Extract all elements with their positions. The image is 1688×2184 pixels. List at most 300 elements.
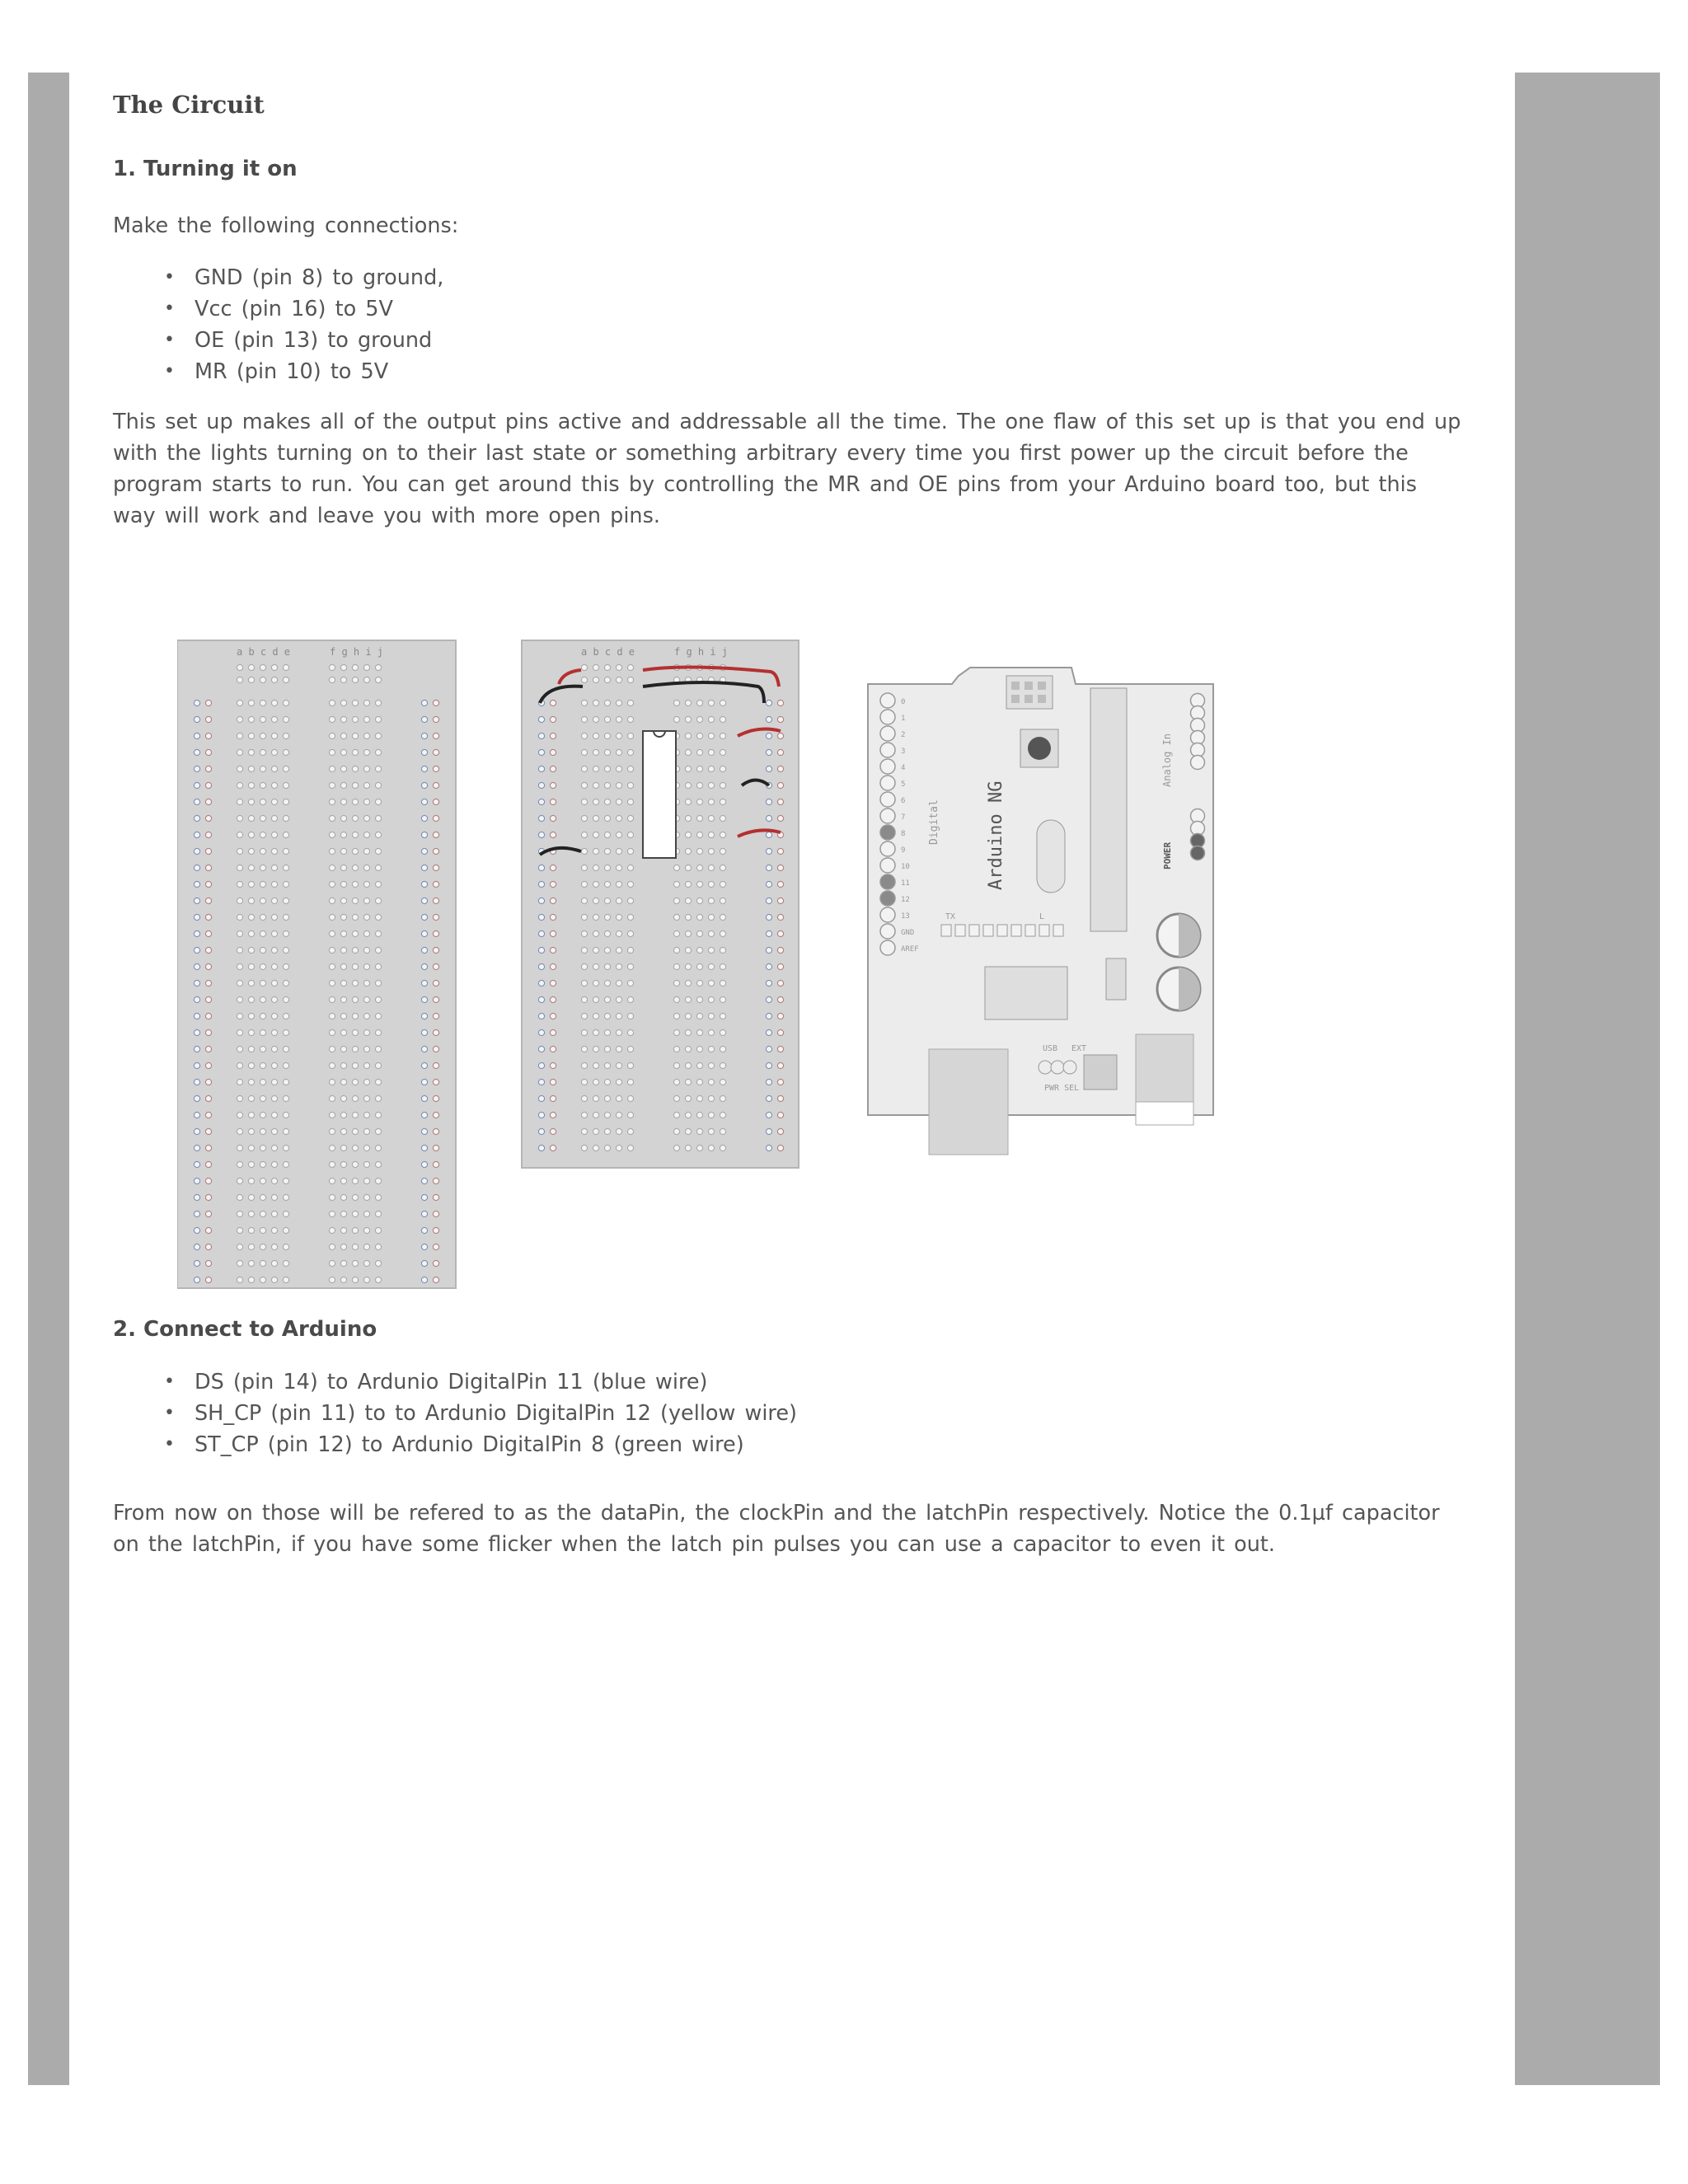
- breadboard-hole: [421, 1161, 427, 1167]
- breadboard-hole: [363, 677, 369, 682]
- breadboard-hole: [205, 700, 211, 705]
- breadboard-hole: [720, 930, 725, 936]
- breadboard-hole: [194, 947, 199, 953]
- breadboard-hole: [720, 733, 725, 738]
- breadboard-hole: [271, 1211, 277, 1216]
- breadboard-hole: [696, 1095, 702, 1101]
- breadboard-hole: [248, 1211, 254, 1216]
- breadboard-hole: [777, 963, 783, 969]
- breadboard-hole: [766, 1079, 771, 1085]
- breadboard-hole: [616, 1029, 621, 1035]
- breadboard-hole: [766, 749, 771, 755]
- smd-led: [997, 925, 1007, 936]
- breadboard-hole: [194, 815, 199, 821]
- breadboard-hole: [283, 1029, 288, 1035]
- breadboard-hole: [283, 677, 288, 682]
- breadboard-hole: [329, 930, 335, 936]
- breadboard-hole: [766, 815, 771, 821]
- circuit-diagram: [177, 639, 1224, 1290]
- breadboard-hole: [433, 1029, 438, 1035]
- breadboard-hole: [766, 733, 771, 738]
- digital-pin: [880, 841, 895, 856]
- fuse-component: [985, 967, 1067, 1019]
- breadboard-hole: [581, 766, 587, 771]
- breadboard-hole: [329, 766, 335, 771]
- breadboard-hole: [283, 848, 288, 854]
- breadboard-hole: [271, 963, 277, 969]
- breadboard-hole: [708, 733, 714, 738]
- breadboard-hole: [194, 1211, 199, 1216]
- breadboard-hole: [329, 1194, 335, 1200]
- breadboard-hole: [375, 733, 381, 738]
- breadboard-hole: [237, 749, 242, 755]
- icsp-pin: [1011, 695, 1020, 703]
- breadboard-hole: [329, 749, 335, 755]
- section1-list: [164, 262, 443, 387]
- breadboard-hole: [616, 1112, 621, 1118]
- breadboard-hole: [685, 1112, 691, 1118]
- breadboard-hole: [248, 963, 254, 969]
- breadboard-hole: [248, 1112, 254, 1118]
- breadboard-hole: [329, 815, 335, 821]
- breadboard-hole: [271, 1227, 277, 1233]
- digital-pin: [880, 693, 895, 708]
- breadboard-hole: [433, 898, 438, 903]
- breadboard-hole: [696, 930, 702, 936]
- breadboard-hole: [340, 1178, 346, 1183]
- breadboard-hole: [604, 914, 610, 920]
- breadboard-hole: [673, 980, 679, 986]
- breadboard-hole: [593, 1079, 598, 1085]
- breadboard-hole: [194, 1062, 199, 1068]
- breadboard-hole: [685, 700, 691, 705]
- breadboard-hole: [538, 980, 544, 986]
- breadboard-hole: [352, 1079, 358, 1085]
- breadboard-hole: [433, 700, 438, 705]
- breadboard-hole: [685, 832, 691, 837]
- breadboard-hole: [329, 677, 335, 682]
- breadboard-hole: [237, 815, 242, 821]
- breadboard-hole: [248, 881, 254, 887]
- breadboard-hole: [593, 766, 598, 771]
- breadboard-hole: [696, 963, 702, 969]
- breadboard-hole: [205, 1128, 211, 1134]
- breadboard-hole: [550, 1112, 556, 1118]
- breadboard-hole: [433, 980, 438, 986]
- breadboard-hole: [260, 1112, 265, 1118]
- breadboard-hole: [237, 1029, 242, 1035]
- breadboard-hole: [283, 914, 288, 920]
- breadboard-hole: [581, 914, 587, 920]
- breadboard-hole: [766, 1046, 771, 1052]
- breadboard-hole: [720, 1112, 725, 1118]
- breadboard-hole: [766, 963, 771, 969]
- breadboard-hole: [616, 996, 621, 1002]
- breadboard-hole: [421, 1194, 427, 1200]
- breadboard-hole: [352, 881, 358, 887]
- breadboard-hole: [329, 1095, 335, 1101]
- digital-pin: [880, 776, 895, 790]
- breadboard-hole: [248, 848, 254, 854]
- breadboard-hole: [352, 865, 358, 870]
- breadboard-hole: [375, 716, 381, 722]
- breadboard-hole: [205, 963, 211, 969]
- breadboard-hole: [363, 700, 369, 705]
- breadboard-hole: [260, 865, 265, 870]
- breadboard-hole: [248, 1079, 254, 1085]
- right-margin-bar: [1515, 73, 1660, 2085]
- breadboard-hole: [260, 1260, 265, 1266]
- breadboard-hole: [720, 716, 725, 722]
- breadboard-hole: [248, 1260, 254, 1266]
- breadboard-hole: [340, 799, 346, 804]
- breadboard-hole: [777, 914, 783, 920]
- breadboard-hole: [194, 733, 199, 738]
- breadboard-hole: [375, 832, 381, 837]
- breadboard-hole: [593, 996, 598, 1002]
- breadboard-hole: [205, 1013, 211, 1019]
- breadboard-hole: [205, 1079, 211, 1085]
- breadboard-hole: [237, 733, 242, 738]
- breadboard-hole: [363, 1079, 369, 1085]
- breadboard-hole: [205, 1194, 211, 1200]
- breadboard-hole: [538, 766, 544, 771]
- breadboard-hole: [720, 1145, 725, 1151]
- breadboard-hole: [271, 1178, 277, 1183]
- breadboard-hole: [205, 832, 211, 837]
- breadboard-hole: [375, 1145, 381, 1151]
- breadboard-hole: [627, 815, 633, 821]
- breadboard-hole: [271, 1260, 277, 1266]
- breadboard-hole: [550, 799, 556, 804]
- breadboard-hole: [237, 1194, 242, 1200]
- breadboard-hole: [766, 700, 771, 705]
- breadboard-hole: [433, 815, 438, 821]
- breadboard-hole: [581, 881, 587, 887]
- breadboard-hole: [604, 1145, 610, 1151]
- breadboard-hole: [627, 832, 633, 837]
- breadboard-hole: [271, 980, 277, 986]
- breadboard-hole: [248, 677, 254, 682]
- breadboard-hole: [363, 1029, 369, 1035]
- breadboard-hole: [627, 930, 633, 936]
- breadboard-hole: [616, 664, 621, 670]
- breadboard-hole: [205, 898, 211, 903]
- breadboard-hole: [604, 733, 610, 738]
- breadboard-hole: [604, 898, 610, 903]
- breadboard-hole: [237, 865, 242, 870]
- breadboard-hole: [260, 1062, 265, 1068]
- digital-pin-label: 5: [901, 780, 906, 789]
- breadboard-hole: [352, 1046, 358, 1052]
- breadboard-hole: [363, 1112, 369, 1118]
- breadboard-hole: [421, 1046, 427, 1052]
- breadboard-hole: [720, 815, 725, 821]
- digital-pin-label: 0: [901, 698, 906, 706]
- breadboard-hole: [352, 799, 358, 804]
- breadboard-hole: [329, 1178, 335, 1183]
- breadboard-hole: [248, 865, 254, 870]
- breadboard-hole: [433, 865, 438, 870]
- breadboard-hole: [433, 782, 438, 788]
- breadboard-hole: [340, 848, 346, 854]
- breadboard-hole: [593, 963, 598, 969]
- breadboard-hole: [627, 677, 633, 682]
- breadboard-hole: [260, 782, 265, 788]
- breadboard-hole: [685, 782, 691, 788]
- breadboard-hole: [194, 716, 199, 722]
- digital-label: Digital: [928, 799, 940, 845]
- breadboard-hole: [283, 963, 288, 969]
- breadboard-hole: [271, 947, 277, 953]
- breadboard-hole: [708, 947, 714, 953]
- breadboard-hole: [271, 1029, 277, 1035]
- breadboard-hole: [248, 799, 254, 804]
- tx-label: TX: [945, 912, 956, 921]
- breadboard-hole: [352, 947, 358, 953]
- breadboard-hole: [433, 1260, 438, 1266]
- breadboard-hole: [260, 1095, 265, 1101]
- breadboard-hole: [352, 1145, 358, 1151]
- breadboard-hole: [538, 799, 544, 804]
- breadboard-hole: [627, 996, 633, 1002]
- breadboard-hole: [581, 1079, 587, 1085]
- breadboard-hole: [616, 799, 621, 804]
- breadboard-hole: [421, 881, 427, 887]
- breadboard-hole: [708, 815, 714, 821]
- breadboard-hole: [363, 848, 369, 854]
- breadboard-hole: [581, 1062, 587, 1068]
- breadboard-hole: [433, 881, 438, 887]
- breadboard-hole: [685, 1062, 691, 1068]
- breadboard-hole: [604, 1046, 610, 1052]
- breadboard-hole: [194, 914, 199, 920]
- breadboard-column-labels-right: f g h i j: [330, 646, 384, 658]
- breadboard-hole: [205, 1112, 211, 1118]
- breadboard-hole: [283, 1244, 288, 1249]
- breadboard-hole: [433, 749, 438, 755]
- breadboard-hole: [421, 1095, 427, 1101]
- breadboard-hole: [329, 1260, 335, 1266]
- smd-led: [1011, 925, 1021, 936]
- breadboard-hole: [696, 914, 702, 920]
- digital-pin: [880, 940, 895, 955]
- breadboard-hole: [205, 1145, 211, 1151]
- breadboard-hole: [271, 799, 277, 804]
- breadboard-hole: [604, 980, 610, 986]
- breadboard-hole: [352, 1112, 358, 1118]
- breadboard-hole: [616, 832, 621, 837]
- breadboard-hole: [283, 1013, 288, 1019]
- breadboard-hole: [329, 1145, 335, 1151]
- breadboard-hole: [237, 1046, 242, 1052]
- breadboard-hole: [685, 799, 691, 804]
- section2-list: [164, 1366, 797, 1460]
- icsp-pin: [1038, 682, 1046, 690]
- breadboard-hole: [581, 1046, 587, 1052]
- breadboard-hole: [673, 1128, 679, 1134]
- power-select-pin: [1051, 1061, 1064, 1074]
- breadboard-hole: [685, 898, 691, 903]
- smd-led: [941, 925, 951, 936]
- breadboard-hole: [696, 782, 702, 788]
- breadboard-hole: [375, 1046, 381, 1052]
- breadboard-hole: [329, 1227, 335, 1233]
- breadboard-hole: [616, 677, 621, 682]
- breadboard-hole: [708, 914, 714, 920]
- breadboard-hole: [616, 1079, 621, 1085]
- breadboard-hole: [433, 1112, 438, 1118]
- breadboard-hole: [421, 1013, 427, 1019]
- breadboard-hole: [248, 1029, 254, 1035]
- breadboard-hole: [538, 996, 544, 1002]
- l-label: L: [1039, 912, 1045, 921]
- breadboard-hole: [766, 947, 771, 953]
- breadboard-hole: [604, 1029, 610, 1035]
- breadboard-hole: [363, 782, 369, 788]
- breadboard-hole: [205, 782, 211, 788]
- list-item: • Vcc (pin 16) to 5V: [164, 293, 443, 325]
- breadboard-hole: [616, 700, 621, 705]
- breadboard-hole: [593, 799, 598, 804]
- breadboard-hole: [271, 832, 277, 837]
- breadboard-hole: [777, 947, 783, 953]
- breadboard-hole: [685, 815, 691, 821]
- breadboard-hole: [260, 832, 265, 837]
- breadboard-hole: [329, 733, 335, 738]
- breadboard-hole: [283, 1194, 288, 1200]
- breadboard-hole: [593, 1062, 598, 1068]
- breadboard-hole: [283, 1260, 288, 1266]
- breadboard-hole: [673, 930, 679, 936]
- smd-led: [969, 925, 979, 936]
- breadboard-hole: [329, 1128, 335, 1134]
- breadboard-hole: [260, 1046, 265, 1052]
- breadboard-hole: [708, 766, 714, 771]
- breadboard-hole: [696, 799, 702, 804]
- breadboard-hole: [766, 1112, 771, 1118]
- breadboard-hole: [248, 815, 254, 821]
- breadboard-hole: [777, 1062, 783, 1068]
- breadboard-hole: [421, 980, 427, 986]
- ext-label: EXT: [1071, 1044, 1087, 1053]
- breadboard-hole: [329, 996, 335, 1002]
- breadboard-hole: [685, 1079, 691, 1085]
- breadboard-hole: [363, 898, 369, 903]
- breadboard-hole: [708, 1128, 714, 1134]
- page-title: The Circuit: [113, 91, 265, 119]
- breadboard-hole: [673, 1046, 679, 1052]
- breadboard-hole: [708, 848, 714, 854]
- breadboard-hole: [375, 996, 381, 1002]
- breadboard-hole: [433, 1079, 438, 1085]
- breadboard-hole: [593, 1095, 598, 1101]
- breadboard-hole: [421, 1178, 427, 1183]
- breadboard-hole: [433, 766, 438, 771]
- breadboard-hole: [766, 914, 771, 920]
- digital-pin: [880, 759, 895, 774]
- breadboard-hole: [194, 700, 199, 705]
- voltage-regulator: [1106, 958, 1126, 1000]
- breadboard-hole: [685, 1145, 691, 1151]
- breadboard-hole: [766, 930, 771, 936]
- breadboard-hole: [260, 1161, 265, 1167]
- breadboard-hole: [248, 664, 254, 670]
- digital-pin-label: AREF: [901, 945, 919, 954]
- breadboard-column-labels-left: a b c d e: [581, 646, 635, 658]
- breadboard-hole: [237, 898, 242, 903]
- breadboard-hole: [538, 1145, 544, 1151]
- breadboard-hole: [205, 947, 211, 953]
- breadboard-hole: [363, 1095, 369, 1101]
- breadboard-hole: [375, 700, 381, 705]
- breadboard-hole: [340, 1211, 346, 1216]
- breadboard-hole: [237, 1211, 242, 1216]
- breadboard-hole: [271, 733, 277, 738]
- breadboard-hole: [283, 1161, 288, 1167]
- breadboard-hole: [708, 898, 714, 903]
- breadboard-hole: [696, 996, 702, 1002]
- digital-pin: [880, 792, 895, 807]
- breadboard-hole: [271, 930, 277, 936]
- breadboard-hole: [260, 733, 265, 738]
- breadboard-hole: [777, 1079, 783, 1085]
- breadboard-hole: [627, 1095, 633, 1101]
- breadboard-hole: [205, 733, 211, 738]
- breadboard-hole: [538, 1112, 544, 1118]
- breadboard-hole: [433, 832, 438, 837]
- breadboard-hole: [627, 700, 633, 705]
- breadboard-hole: [248, 980, 254, 986]
- breadboard-hole: [550, 1095, 556, 1101]
- breadboard-hole: [260, 677, 265, 682]
- power-select-pin: [1063, 1061, 1076, 1074]
- breadboard-hole: [205, 1062, 211, 1068]
- digital-pin-label: 13: [901, 912, 910, 921]
- breadboard-hole: [194, 865, 199, 870]
- breadboard-hole: [205, 1161, 211, 1167]
- breadboard-hole: [604, 677, 610, 682]
- breadboard-hole: [340, 1260, 346, 1266]
- breadboard-hole: [375, 930, 381, 936]
- power-select-pin: [1039, 1061, 1052, 1074]
- breadboard-hole: [708, 1112, 714, 1118]
- power-pin: [1191, 846, 1205, 860]
- section1-intro: Make the following connections:: [113, 213, 459, 238]
- digital-pin-label: 10: [901, 863, 910, 871]
- breadboard-hole: [421, 1145, 427, 1151]
- breadboard-hole: [283, 996, 288, 1002]
- breadboard-hole: [685, 865, 691, 870]
- breadboard-hole: [777, 1145, 783, 1151]
- breadboard-hole: [340, 700, 346, 705]
- breadboard-hole: [673, 1062, 679, 1068]
- breadboard-hole: [194, 1260, 199, 1266]
- analog-label: Analog In: [1161, 733, 1173, 787]
- breadboard-hole: [685, 881, 691, 887]
- breadboard-hole: [616, 947, 621, 953]
- breadboard-hole: [260, 749, 265, 755]
- breadboard-hole: [538, 1046, 544, 1052]
- breadboard-hole: [581, 700, 587, 705]
- breadboard-hole: [421, 865, 427, 870]
- breadboard-hole: [363, 733, 369, 738]
- breadboard-hole: [550, 700, 556, 705]
- breadboard-hole: [421, 700, 427, 705]
- breadboard-hole: [248, 1062, 254, 1068]
- breadboard-hole: [627, 1029, 633, 1035]
- breadboard-hole: [375, 782, 381, 788]
